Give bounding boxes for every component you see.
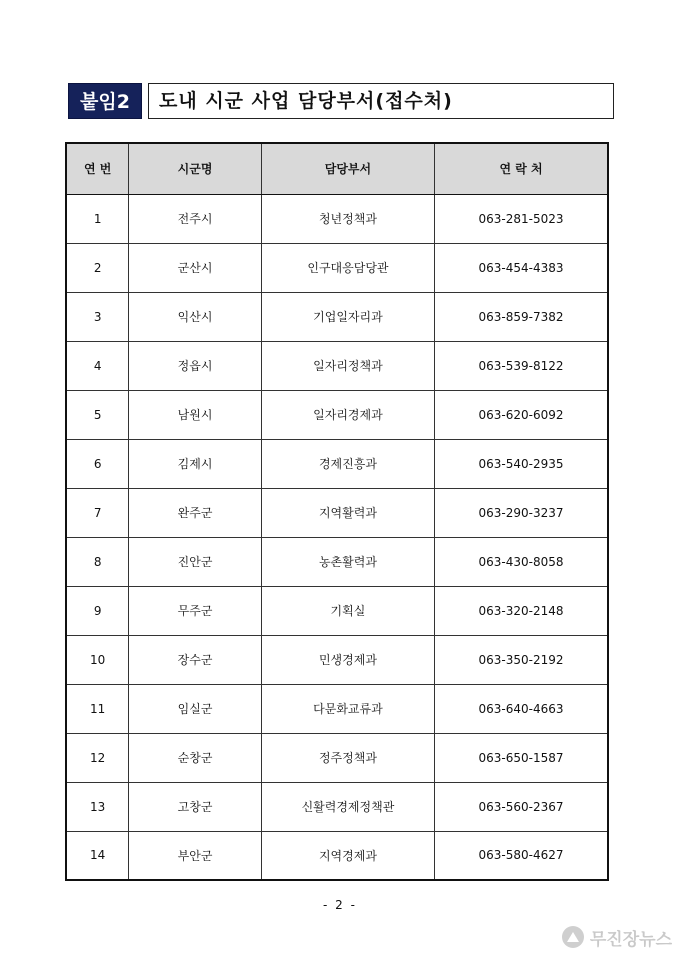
cell-city: 군산시 [129, 243, 261, 292]
cell-number: 10 [66, 635, 129, 684]
cell-contact: 063-350-2192 [435, 635, 608, 684]
column-header-department: 담당부서 [261, 143, 434, 194]
cell-city: 고창군 [129, 782, 261, 831]
cell-contact: 063-540-2935 [435, 439, 608, 488]
document-title: 도내 시군 사업 담당부서(접수처) [148, 83, 614, 119]
cell-contact: 063-560-2367 [435, 782, 608, 831]
column-header-contact: 연 락 처 [435, 143, 608, 194]
table-row [66, 831, 608, 880]
cell-number: 13 [66, 782, 129, 831]
cell-department: 민생경제과 [261, 635, 434, 684]
cell-department: 신활력경제정책관 [261, 782, 434, 831]
cell-city: 무주군 [129, 586, 261, 635]
cell-number: 5 [66, 390, 129, 439]
table-row [66, 782, 608, 831]
table-row [66, 439, 608, 488]
cell-department: 다문화교류과 [261, 684, 434, 733]
cell-city: 익산시 [129, 292, 261, 341]
cell-city: 김제시 [129, 439, 261, 488]
cell-department: 지역경제과 [261, 831, 434, 880]
cell-city: 부안군 [129, 831, 261, 880]
cell-department: 일자리경제과 [261, 390, 434, 439]
cell-contact: 063-281-5023 [435, 194, 608, 243]
cell-department: 기업일자리과 [261, 292, 434, 341]
cell-city: 완주군 [129, 488, 261, 537]
table-row [66, 537, 608, 586]
table-row [66, 586, 608, 635]
cell-city: 순창군 [129, 733, 261, 782]
cell-department: 인구대응담당관 [261, 243, 434, 292]
department-contact-table [65, 142, 609, 881]
cell-number: 7 [66, 488, 129, 537]
table-row [66, 390, 608, 439]
cell-number: 1 [66, 194, 129, 243]
cell-department: 지역활력과 [261, 488, 434, 537]
cell-number: 12 [66, 733, 129, 782]
cell-contact: 063-620-6092 [435, 390, 608, 439]
table-row [66, 194, 608, 243]
column-header-number: 연 번 [66, 143, 129, 194]
cell-contact: 063-539-8122 [435, 341, 608, 390]
cell-city: 장수군 [129, 635, 261, 684]
cell-contact: 063-859-7382 [435, 292, 608, 341]
table-body [66, 194, 608, 880]
cell-department: 경제진흥과 [261, 439, 434, 488]
table-header-row [66, 143, 608, 194]
cell-number: 3 [66, 292, 129, 341]
watermark-text: 무진장뉴스 [589, 929, 672, 950]
cell-number: 14 [66, 831, 129, 880]
cell-number: 11 [66, 684, 129, 733]
cell-contact: 063-454-4383 [435, 243, 608, 292]
table-row [66, 684, 608, 733]
table-row [66, 635, 608, 684]
cell-contact: 063-290-3237 [435, 488, 608, 537]
document-header [68, 83, 614, 119]
cell-number: 9 [66, 586, 129, 635]
watermark [562, 924, 672, 950]
cell-number: 4 [66, 341, 129, 390]
cell-city: 진안군 [129, 537, 261, 586]
cell-number: 2 [66, 243, 129, 292]
cell-department: 농촌활력과 [261, 537, 434, 586]
cell-department: 정주정책과 [261, 733, 434, 782]
cell-number: 6 [66, 439, 129, 488]
table-row [66, 341, 608, 390]
cell-department: 일자리정책과 [261, 341, 434, 390]
cell-contact: 063-580-4627 [435, 831, 608, 880]
mountain-logo-icon [562, 926, 584, 948]
cell-city: 남원시 [129, 390, 261, 439]
cell-contact: 063-650-1587 [435, 733, 608, 782]
cell-contact: 063-320-2148 [435, 586, 608, 635]
table-row [66, 243, 608, 292]
page-number: - 2 - [323, 898, 357, 912]
cell-city: 전주시 [129, 194, 261, 243]
attachment-badge: 붙임2 [68, 83, 142, 119]
table-row [66, 733, 608, 782]
cell-city: 임실군 [129, 684, 261, 733]
cell-contact: 063-640-4663 [435, 684, 608, 733]
cell-city: 정읍시 [129, 341, 261, 390]
cell-contact: 063-430-8058 [435, 537, 608, 586]
table-row [66, 488, 608, 537]
cell-department: 청년정책과 [261, 194, 434, 243]
column-header-city: 시군명 [129, 143, 261, 194]
cell-number: 8 [66, 537, 129, 586]
cell-department: 기획실 [261, 586, 434, 635]
table-row [66, 292, 608, 341]
